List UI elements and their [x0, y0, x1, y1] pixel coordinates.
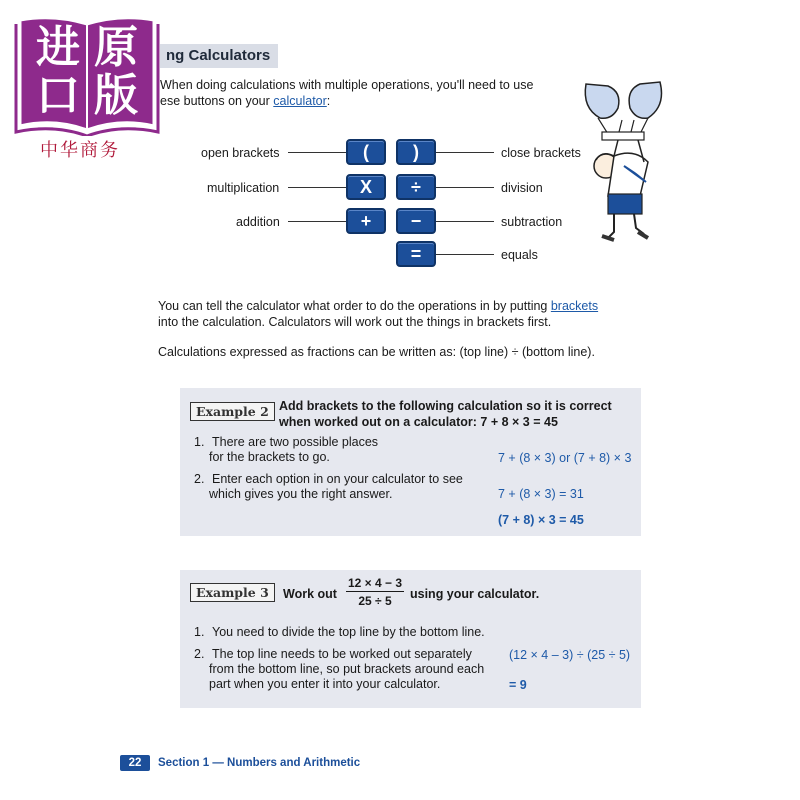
example-3-step-1 — [194, 625, 485, 640]
brackets-paragraph-line-2: into the calculation. Calculators will work out the things in brackets first. — [158, 315, 552, 329]
connector-line — [436, 152, 494, 153]
step-line: for the brackets to go. — [209, 450, 330, 464]
label-subtraction: subtraction — [501, 215, 563, 229]
calculator-link[interactable]: calculator — [273, 94, 327, 108]
step-text: Enter each option in on your calculator to see — [212, 472, 463, 486]
example-3-fraction — [346, 576, 404, 608]
page-number: 22 — [120, 755, 150, 771]
connector-line — [288, 221, 346, 222]
badge-char: 口 — [36, 70, 80, 121]
step-text: You need to divide the top line by the bottom line. — [212, 625, 485, 639]
section-heading: ng Calculators — [160, 44, 278, 68]
divide-key: ÷ — [396, 174, 436, 200]
step-line — [194, 647, 484, 662]
step-line: which gives you the right answer. — [209, 487, 393, 501]
example-2-final-answer: (7 + 8) × 3 = 45 — [498, 513, 584, 527]
imported-original-badge — [14, 14, 160, 136]
badge-char: 进 — [36, 22, 80, 73]
minus-key: − — [396, 208, 436, 234]
step-line — [194, 435, 378, 450]
fraction-numerator: 12 × 4 − 3 — [348, 576, 403, 590]
parachuting-boy-illustration — [578, 78, 668, 246]
fraction-denominator: 25 ÷ 5 — [358, 594, 392, 608]
step-number: 2. — [194, 647, 205, 661]
badge-characters — [14, 24, 160, 120]
label-equals: equals — [501, 248, 538, 262]
connector-line — [288, 187, 346, 188]
example-3-step-2 — [194, 647, 484, 692]
label-multiplication: multiplication — [207, 181, 280, 195]
intro-line-1: When doing calculations with multiple operations, you'll need to use — [160, 78, 534, 92]
step-number: 1. — [194, 435, 205, 449]
example-2-badge: Example 2 — [190, 402, 275, 421]
step-number: 1. — [194, 625, 205, 639]
multiply-key: X — [346, 174, 386, 200]
step-line: part when you enter it into your calculator. — [209, 677, 441, 691]
fractions-paragraph: Calculations expressed as fractions can be written as: (top line) ÷ (bottom line). — [158, 345, 595, 359]
example-2-step-1 — [194, 435, 378, 465]
connector-line — [288, 152, 346, 153]
intro-paragraph — [160, 77, 580, 109]
connector-line — [436, 221, 494, 222]
intro-line-2-prefix: ese buttons on your — [160, 94, 274, 108]
example-2-title-line-1: Add brackets to the following calculation so it is correct — [279, 399, 612, 413]
open-bracket-key: ( — [346, 139, 386, 165]
label-addition: addition — [236, 215, 280, 229]
example-2-title — [279, 398, 612, 430]
brackets-link[interactable]: brackets — [550, 299, 599, 313]
label-close-brackets: close brackets — [501, 146, 581, 160]
badge-char: 原 — [94, 22, 138, 73]
example-2-title-line-2: when worked out on a calculator: 7 + 8 × 3 = 45 — [279, 415, 558, 429]
step-text: The top line needs to be worked out separately — [212, 647, 472, 661]
example-3-title-prefix: Work out — [283, 587, 337, 601]
brackets-paragraph-line-1 — [158, 298, 638, 314]
example-3-title-suffix: using your calculator. — [410, 587, 540, 601]
step-text: There are two possible places — [212, 435, 379, 449]
example-2-answer-2: 7 + (8 × 3) = 31 — [498, 487, 584, 501]
connector-line — [436, 187, 494, 188]
example-2-step-2 — [194, 472, 463, 502]
badge-char: 版 — [94, 70, 138, 121]
brackets-paragraph — [158, 298, 638, 330]
footer-section-title: Section 1 — Numbers and Arithmetic — [158, 757, 361, 769]
example-3-badge: Example 3 — [190, 583, 275, 602]
brackets-paragraph-text: You can tell the calculator what order to do the operations in by putting — [158, 299, 551, 313]
badge-subtitle: 中华商务 — [40, 140, 120, 161]
example-3-final-answer: = 9 — [509, 678, 527, 692]
close-bracket-key: ) — [396, 139, 436, 165]
connector-line — [436, 254, 494, 255]
step-line — [194, 472, 463, 487]
equals-key: = — [396, 241, 436, 267]
step-number: 2. — [194, 472, 205, 486]
step-line: from the bottom line, so put brackets around each — [209, 662, 485, 676]
example-3-answer: (12 × 4 – 3) ÷ (25 ÷ 5) — [509, 648, 631, 662]
plus-key: + — [346, 208, 386, 234]
intro-line-2-suffix: : — [326, 94, 331, 108]
label-open-brackets: open brackets — [201, 146, 280, 160]
intro-line-2 — [160, 93, 580, 109]
step-line — [194, 625, 485, 640]
example-2-answer-1: 7 + (8 × 3) or (7 + 8) × 3 — [498, 451, 632, 465]
label-division: division — [501, 181, 543, 195]
